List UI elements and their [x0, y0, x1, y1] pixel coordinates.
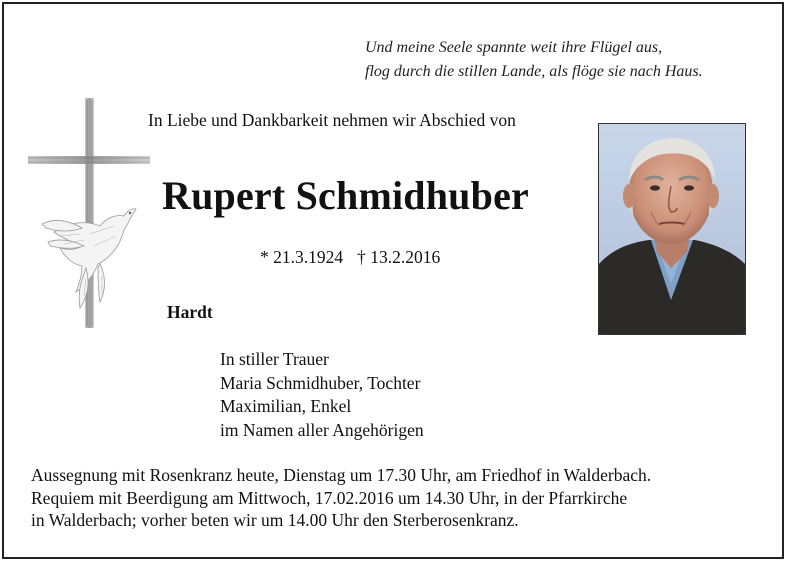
motto-verse [365, 36, 703, 84]
mourners-line: Maria Schmidhuber, Tochter [220, 372, 421, 393]
intro-text: In Liebe und Dankbarkeit nehmen wir Abschied von [148, 110, 516, 130]
service-line: Requiem mit Beerdigung am Mittwoch, 17.02.2016 um 14.30 Uhr, in der Pfarrkirche [31, 487, 628, 508]
service-line: in Walderbach; vorher beten wir um 14.00 Uhr den Sterberosenkranz. [31, 510, 519, 530]
mourners-line: In stiller Trauer [220, 349, 329, 369]
mourners-line: im Namen aller Angehörigen [220, 419, 424, 440]
death-date: † 13.2.2016 [357, 247, 441, 267]
mourners-line: Maximilian, Enkel [220, 396, 352, 416]
cross-with-dove-icon [24, 96, 154, 332]
portrait-photo [598, 123, 746, 335]
service-details [31, 464, 651, 532]
deceased-name: Rupert Schmidhuber [162, 173, 529, 218]
motto-line-1: Und meine Seele spannte weit ihre Flügel aus, [365, 39, 663, 56]
obituary-card [2, 2, 784, 559]
service-line: Aussegnung mit Rosenkranz heute, Dienstag um 17.30 Uhr, am Friedhof in Walderbach. [31, 465, 652, 485]
portrait-image [599, 124, 745, 334]
motto-line-2: flog durch die stillen Lande, als flöge sie nach Haus. [365, 63, 703, 80]
birth-date: * 21.3.1924 [260, 247, 344, 267]
hometown: Hardt [167, 302, 213, 322]
mourners-block [220, 348, 424, 442]
life-dates [260, 247, 440, 268]
